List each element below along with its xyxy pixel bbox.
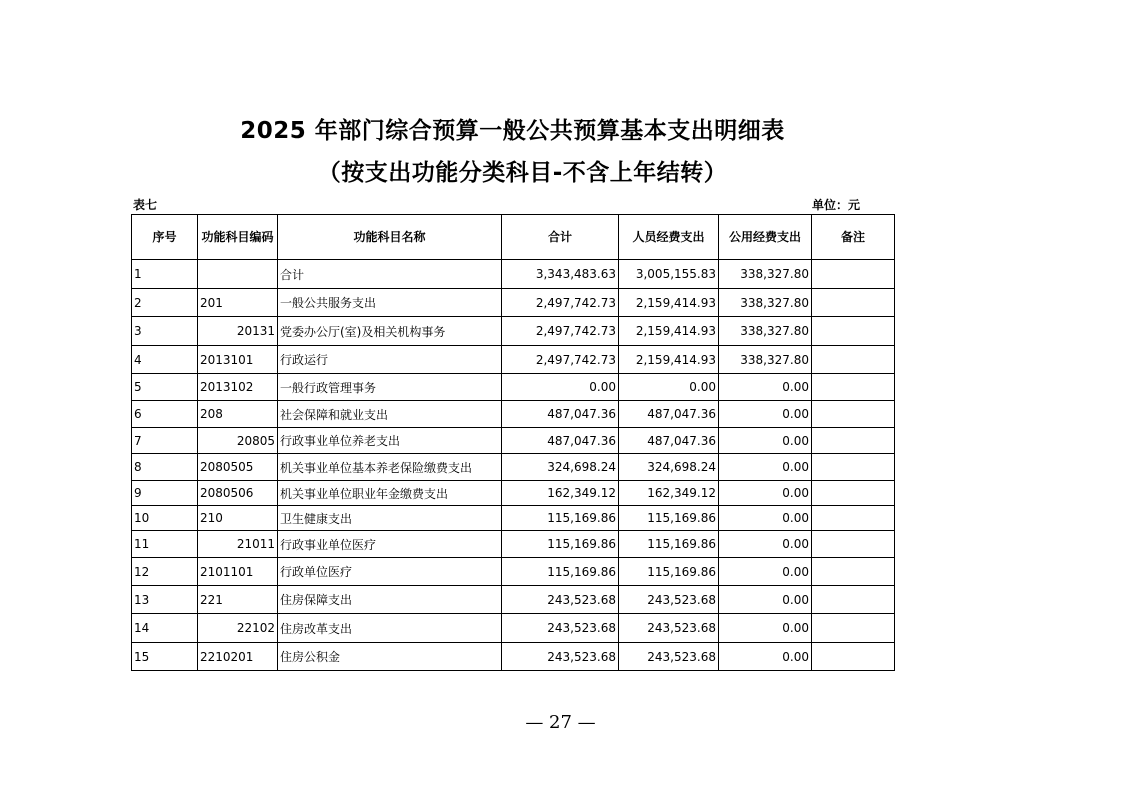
cell-code: 2080505 (198, 454, 278, 481)
cell-code: 21011 (198, 531, 278, 558)
cell-code: 20805 (198, 428, 278, 454)
cell-code: 221 (198, 586, 278, 614)
cell-public: 0.00 (719, 428, 812, 454)
cell-total: 3,343,483.63 (502, 260, 619, 289)
cell-name: 机关事业单位基本养老保险缴费支出 (278, 454, 502, 481)
cell-remark (812, 317, 895, 346)
cell-code (198, 260, 278, 289)
page-number: — 27 — (525, 712, 596, 733)
cell-code: 2101101 (198, 558, 278, 586)
cell-name: 行政运行 (278, 346, 502, 374)
cell-code: 2210201 (198, 643, 278, 671)
cell-remark (812, 260, 895, 289)
table-row (132, 614, 895, 643)
cell-public: 338,327.80 (719, 260, 812, 289)
cell-name: 行政单位医疗 (278, 558, 502, 586)
cell-remark (812, 454, 895, 481)
cell-public: 0.00 (719, 614, 812, 643)
cell-seq: 6 (132, 401, 198, 428)
cell-personnel: 2,159,414.93 (619, 289, 719, 317)
cell-total: 243,523.68 (502, 586, 619, 614)
cell-seq: 1 (132, 260, 198, 289)
cell-total: 243,523.68 (502, 643, 619, 671)
cell-code: 210 (198, 506, 278, 531)
cell-total: 2,497,742.73 (502, 346, 619, 374)
cell-remark (812, 531, 895, 558)
cell-personnel: 243,523.68 (619, 614, 719, 643)
cell-personnel: 115,169.86 (619, 531, 719, 558)
header-name: 功能科目名称 (278, 215, 502, 260)
cell-remark (812, 346, 895, 374)
cell-name: 机关事业单位职业年金缴费支出 (278, 481, 502, 506)
table-row (132, 374, 895, 401)
cell-personnel: 243,523.68 (619, 643, 719, 671)
header-total: 合计 (502, 215, 619, 260)
table-row (132, 428, 895, 454)
cell-personnel: 162,349.12 (619, 481, 719, 506)
cell-total: 115,169.86 (502, 506, 619, 531)
cell-public: 0.00 (719, 401, 812, 428)
cell-remark (812, 289, 895, 317)
cell-total: 2,497,742.73 (502, 289, 619, 317)
cell-seq: 12 (132, 558, 198, 586)
cell-total: 162,349.12 (502, 481, 619, 506)
cell-name: 卫生健康支出 (278, 506, 502, 531)
cell-name: 住房保障支出 (278, 586, 502, 614)
header-remark: 备注 (812, 215, 895, 260)
page-subtitle: （按支出功能分类科目-不含上年结转） (317, 160, 728, 186)
cell-code: 2013102 (198, 374, 278, 401)
cell-personnel: 115,169.86 (619, 558, 719, 586)
cell-public: 0.00 (719, 374, 812, 401)
table-row (132, 531, 895, 558)
cell-personnel: 3,005,155.83 (619, 260, 719, 289)
cell-name: 行政事业单位养老支出 (278, 428, 502, 454)
cell-public: 0.00 (719, 454, 812, 481)
cell-public: 0.00 (719, 643, 812, 671)
cell-total: 2,497,742.73 (502, 317, 619, 346)
cell-seq: 15 (132, 643, 198, 671)
cell-remark (812, 614, 895, 643)
cell-name: 住房公积金 (278, 643, 502, 671)
cell-public: 0.00 (719, 481, 812, 506)
table-row (132, 317, 895, 346)
table-row (132, 346, 895, 374)
cell-public: 338,327.80 (719, 346, 812, 374)
cell-seq: 7 (132, 428, 198, 454)
cell-remark (812, 506, 895, 531)
cell-personnel: 2,159,414.93 (619, 346, 719, 374)
cell-seq: 14 (132, 614, 198, 643)
header-seq: 序号 (132, 215, 198, 260)
cell-personnel: 487,047.36 (619, 428, 719, 454)
cell-total: 115,169.86 (502, 558, 619, 586)
cell-seq: 3 (132, 317, 198, 346)
cell-name: 行政事业单位医疗 (278, 531, 502, 558)
table-row (132, 558, 895, 586)
cell-personnel: 115,169.86 (619, 506, 719, 531)
cell-seq: 8 (132, 454, 198, 481)
cell-personnel: 0.00 (619, 374, 719, 401)
cell-total: 115,169.86 (502, 531, 619, 558)
cell-code: 2013101 (198, 346, 278, 374)
cell-code: 20131 (198, 317, 278, 346)
cell-code: 208 (198, 401, 278, 428)
table-row (132, 289, 895, 317)
cell-remark (812, 428, 895, 454)
cell-seq: 5 (132, 374, 198, 401)
cell-seq: 13 (132, 586, 198, 614)
page-title: 2025 年部门综合预算一般公共预算基本支出明细表 (240, 118, 785, 144)
unit-label: 单位：元 (812, 198, 861, 212)
header-personnel: 人员经费支出 (619, 215, 719, 260)
cell-remark (812, 401, 895, 428)
cell-seq: 11 (132, 531, 198, 558)
table-row (132, 506, 895, 531)
cell-name: 一般行政管理事务 (278, 374, 502, 401)
cell-personnel: 243,523.68 (619, 586, 719, 614)
cell-remark (812, 586, 895, 614)
cell-name: 党委办公厅(室)及相关机构事务 (278, 317, 502, 346)
cell-name: 合计 (278, 260, 502, 289)
cell-remark (812, 643, 895, 671)
cell-public: 0.00 (719, 531, 812, 558)
cell-remark (812, 558, 895, 586)
cell-seq: 9 (132, 481, 198, 506)
cell-seq: 2 (132, 289, 198, 317)
cell-public: 0.00 (719, 558, 812, 586)
table-row (132, 586, 895, 614)
cell-public: 338,327.80 (719, 289, 812, 317)
budget-table (131, 214, 895, 671)
header-public: 公用经费支出 (719, 215, 812, 260)
cell-total: 487,047.36 (502, 428, 619, 454)
header-code: 功能科目编码 (198, 215, 278, 260)
cell-public: 338,327.80 (719, 317, 812, 346)
cell-code: 22102 (198, 614, 278, 643)
table-row (132, 643, 895, 671)
cell-code: 2080506 (198, 481, 278, 506)
cell-name: 社会保障和就业支出 (278, 401, 502, 428)
cell-seq: 10 (132, 506, 198, 531)
cell-remark (812, 374, 895, 401)
table-header-row (132, 215, 895, 260)
table-row (132, 260, 895, 289)
cell-public: 0.00 (719, 506, 812, 531)
table-row (132, 481, 895, 506)
cell-total: 487,047.36 (502, 401, 619, 428)
table-label: 表七 (133, 198, 158, 212)
cell-name: 住房改革支出 (278, 614, 502, 643)
cell-personnel: 487,047.36 (619, 401, 719, 428)
cell-total: 324,698.24 (502, 454, 619, 481)
cell-name: 一般公共服务支出 (278, 289, 502, 317)
cell-remark (812, 481, 895, 506)
cell-personnel: 2,159,414.93 (619, 317, 719, 346)
table-row (132, 454, 895, 481)
cell-code: 201 (198, 289, 278, 317)
cell-personnel: 324,698.24 (619, 454, 719, 481)
cell-total: 243,523.68 (502, 614, 619, 643)
cell-public: 0.00 (719, 586, 812, 614)
table-row (132, 401, 895, 428)
cell-total: 0.00 (502, 374, 619, 401)
cell-seq: 4 (132, 346, 198, 374)
